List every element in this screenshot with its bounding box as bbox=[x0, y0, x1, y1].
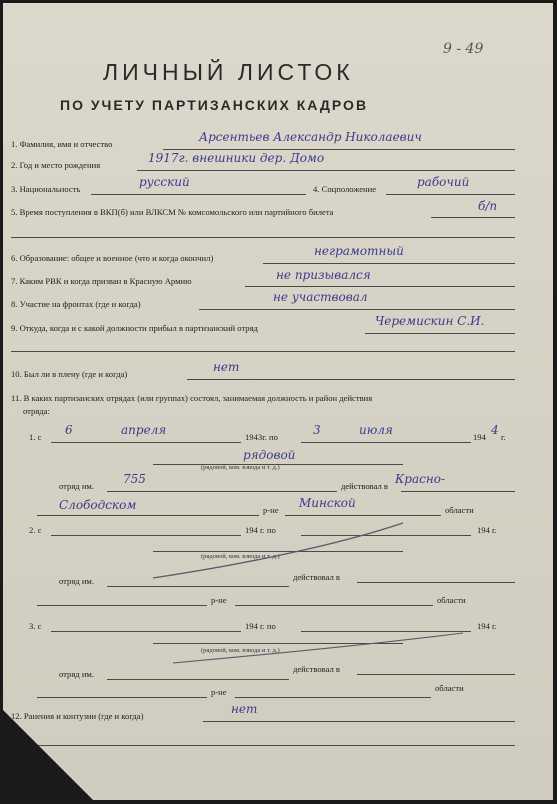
b1-year-from: 1943г. по bbox=[245, 432, 278, 442]
b1-district-label: р-не bbox=[263, 505, 279, 515]
value-wounds: нет bbox=[231, 702, 258, 716]
value-birth: 1917г. внешники дер. Домо bbox=[148, 151, 325, 165]
value-arrival: Черемискин С.И. bbox=[375, 314, 485, 328]
value-conscription: не призывался bbox=[276, 268, 371, 282]
label-conscription: 7. Каким РВК и когда призван в Красную Армию bbox=[11, 276, 192, 286]
b2-position-caption: (рядовой, ком. взвода и т. д.) bbox=[201, 553, 280, 560]
value-captivity: нет bbox=[213, 360, 240, 374]
folded-corner bbox=[3, 710, 93, 800]
b3-year-to: 194 г. bbox=[477, 621, 497, 631]
value-education: неграмотный bbox=[314, 244, 404, 258]
b1-position: рядовой bbox=[243, 448, 296, 462]
label-units: 11. В каких партизанских отрядах (или группах) состоял, занимаемая должность и район действия bbox=[11, 393, 373, 403]
b1-acted-label: действовал в bbox=[341, 481, 388, 491]
label-education: 6. Образование: общее и военное (что и когда окончил) bbox=[11, 253, 214, 263]
b1-acted-value: Красно- bbox=[395, 472, 446, 486]
value-name: Арсентьев Александр Николаевич bbox=[199, 130, 422, 144]
b2-acted-label: действовал в bbox=[293, 572, 340, 582]
b1-district-value: Минской bbox=[299, 496, 356, 510]
value-social: рабочий bbox=[417, 175, 470, 189]
b1-year-to: 194 bbox=[473, 432, 486, 442]
b3-acted-label: действовал в bbox=[293, 664, 340, 674]
b1-oblast-label: области bbox=[445, 505, 474, 515]
b1-month-to: июля bbox=[359, 423, 393, 437]
label-social: 4. Соцположение bbox=[313, 184, 377, 194]
b1-unit-value: 755 bbox=[123, 472, 146, 486]
document-sheet bbox=[3, 3, 553, 800]
label-wounds: 12. Ранения и контузии (где и когда) bbox=[11, 711, 144, 721]
value-fronts: не участвовал bbox=[273, 290, 368, 304]
b2-unit-label: отряд им. bbox=[59, 576, 95, 586]
b1-day-to: 3 bbox=[313, 423, 321, 437]
value-party: б/п bbox=[478, 199, 498, 213]
b2-year-to: 194 г. bbox=[477, 525, 497, 535]
label-fronts: 8. Участие на фронтах (где и когда) bbox=[11, 299, 141, 309]
strike-mark-2 bbox=[173, 633, 463, 663]
b1-area-value: Слободском bbox=[59, 498, 137, 512]
label-birth: 2. Год и место рождения bbox=[11, 160, 101, 170]
strike-mark-1 bbox=[153, 523, 403, 578]
b2-oblast-label: области bbox=[437, 595, 466, 605]
document-subtitle: ПО УЧЕТУ ПАРТИЗАНСКИХ КАДРОВ bbox=[60, 97, 369, 113]
b3-year-from: 194 г. по bbox=[245, 621, 276, 631]
document-title: ЛИЧНЫЙ ЛИСТОК bbox=[103, 59, 354, 85]
value-nationality: русский bbox=[139, 175, 190, 189]
b3-oblast-label: области bbox=[435, 683, 464, 693]
b2-year-from: 194 г. по bbox=[245, 525, 276, 535]
corner-note: 9 - 49 bbox=[443, 41, 484, 57]
label-name: 1. Фамилия, имя и отчество bbox=[11, 139, 113, 149]
b3-prefix: 3. с bbox=[29, 621, 42, 631]
b1-g: г. bbox=[501, 432, 506, 442]
strike-marks bbox=[3, 3, 553, 800]
label-units-2: отряда: bbox=[23, 406, 50, 416]
b3-district-label: р-не bbox=[211, 687, 227, 697]
b1-day-from: 6 bbox=[65, 423, 73, 437]
b1-prefix: 1. с bbox=[29, 432, 42, 442]
label-captivity: 10. Был ли в плену (где и когда) bbox=[11, 369, 128, 379]
b1-month-from: апреля bbox=[121, 423, 167, 437]
b1-position-caption: (рядовой, ком. взвода и т. д.) bbox=[201, 464, 280, 471]
label-party: 5. Время поступления в ВКП(б) или ВЛКСМ № комсомольского или партийного билета bbox=[11, 207, 334, 217]
b3-position-caption: (рядовой, ком. взвода и т. д.) bbox=[201, 647, 280, 654]
b2-district-label: р-не bbox=[211, 595, 227, 605]
b1-year-to-hw: 4 bbox=[491, 423, 499, 437]
b3-unit-label: отряд им. bbox=[59, 669, 95, 679]
b1-unit-label: отряд им. bbox=[59, 481, 95, 491]
b2-prefix: 2. с bbox=[29, 525, 42, 535]
label-nationality: 3. Национальность bbox=[11, 184, 81, 194]
label-arrival: 9. Откуда, когда и с какой должности прибыл в партизанский отряд bbox=[11, 323, 258, 333]
